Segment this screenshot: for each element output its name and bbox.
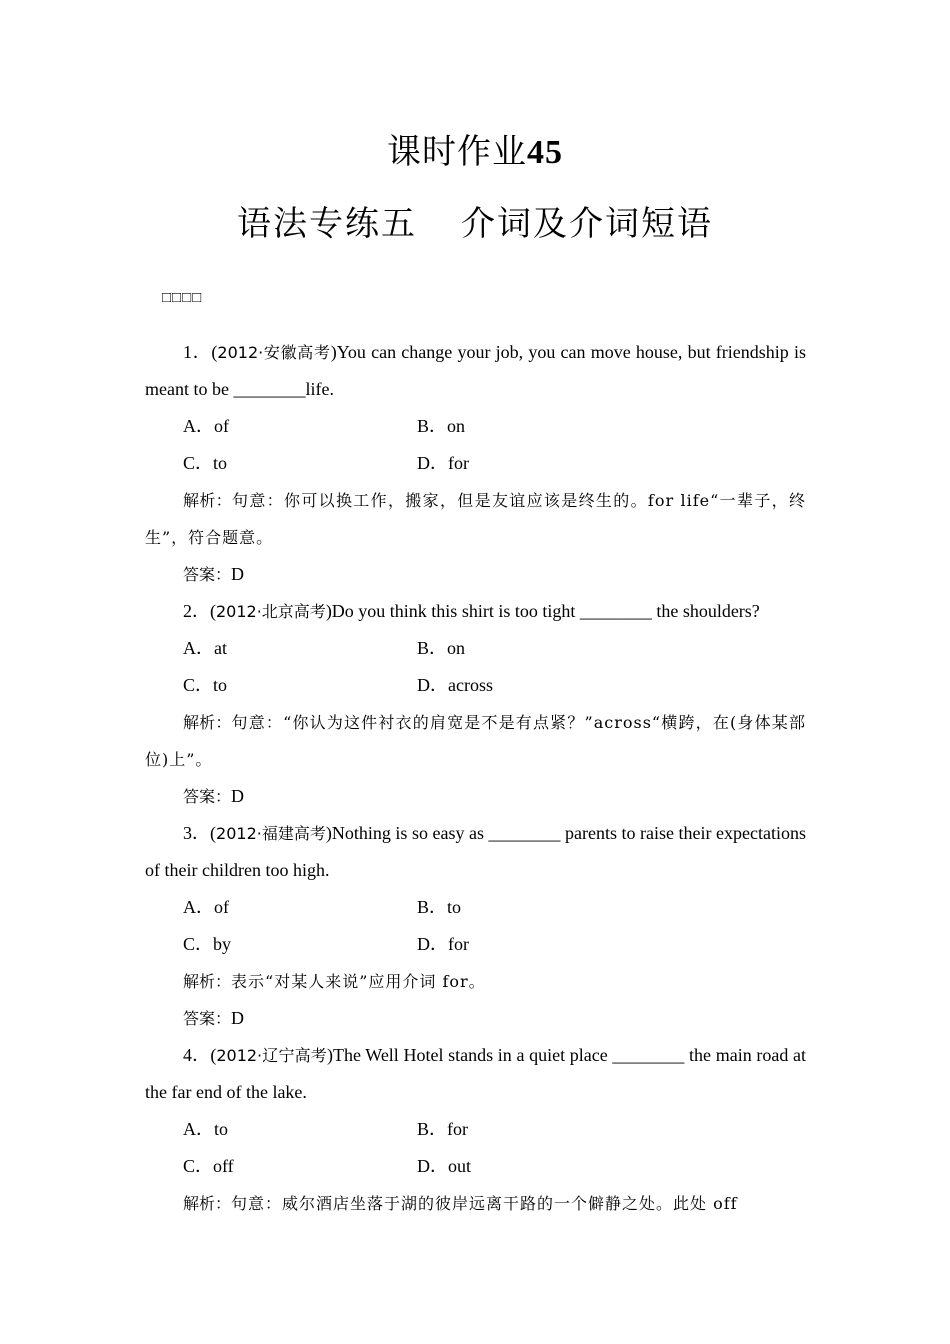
question-source: 2012·北京高考	[216, 602, 326, 621]
question-2	[145, 593, 806, 815]
analysis: 解析：表示“对某人来说”应用介词 for。	[183, 972, 486, 991]
option-b: B．for	[417, 1119, 468, 1139]
option-d: D．out	[417, 1156, 471, 1176]
answer: 答案：D	[183, 564, 245, 584]
question-3	[145, 815, 806, 1037]
question-source: 2012·安徽高考	[217, 343, 331, 362]
option-a: A．at	[183, 638, 227, 658]
option-c: C．to	[183, 453, 228, 473]
section-label: □□□□	[162, 290, 203, 306]
question-1	[145, 334, 806, 593]
subtitle-right: 介词及介词短语	[461, 206, 713, 243]
option-a: A．of	[183, 897, 229, 917]
question-stem: 3．(2012·福建高考)Nothing is so easy as ________ parents to raise their expectations of their children too high.	[145, 823, 806, 880]
option-c: C．to	[183, 675, 228, 695]
analysis: 解析：句意：“你认为这件衬衣的肩宽是不是有点紧？”across“横跨，在(身体某部位)上”。	[145, 713, 806, 769]
question-source: 2012·辽宁高考	[216, 1046, 327, 1065]
option-group	[145, 408, 806, 482]
title-prefix: 课时作业	[387, 134, 527, 171]
option-group	[145, 1111, 806, 1185]
option-group	[145, 630, 806, 704]
option-b: B．to	[417, 897, 462, 917]
option-d: D．for	[417, 453, 469, 473]
subtitle-left: 语法专练五	[237, 206, 417, 243]
page-title	[0, 124, 950, 173]
question-stem: 2．(2012·北京高考)Do you think this shirt is too tight ________ the shoulders?	[183, 601, 760, 621]
option-d: D．for	[417, 934, 469, 954]
option-group	[145, 889, 806, 963]
question-stem: 1．(2012·安徽高考)You can change your job, you can move house, but friendship is meant to be ________life.	[145, 342, 807, 399]
analysis: 解析：句意：你可以换工作，搬家，但是友谊应该是终生的。for life“一辈子，终生”，符合题意。	[145, 491, 806, 547]
question-list	[145, 334, 806, 1222]
option-a: A．of	[183, 416, 229, 436]
option-d: D．across	[417, 675, 493, 695]
page-subtitle	[0, 196, 950, 245]
analysis: 解析：句意：威尔酒店坐落于湖的彼岸远离干路的一个僻静之处。此处 off	[183, 1194, 738, 1213]
title-number: 45	[527, 134, 563, 171]
answer: 答案：D	[183, 1008, 245, 1028]
option-a: A．to	[183, 1119, 228, 1139]
option-c: C．by	[183, 934, 232, 954]
option-c: C．off	[183, 1156, 234, 1176]
answer: 答案：D	[183, 786, 245, 806]
question-4	[145, 1037, 806, 1222]
option-b: B．on	[417, 416, 466, 436]
question-stem: 4．(2012·辽宁高考)The Well Hotel stands in a quiet place ________ the main road at the far end of the lake.	[145, 1045, 806, 1102]
question-source: 2012·福建高考	[216, 824, 326, 843]
option-b: B．on	[417, 638, 466, 658]
